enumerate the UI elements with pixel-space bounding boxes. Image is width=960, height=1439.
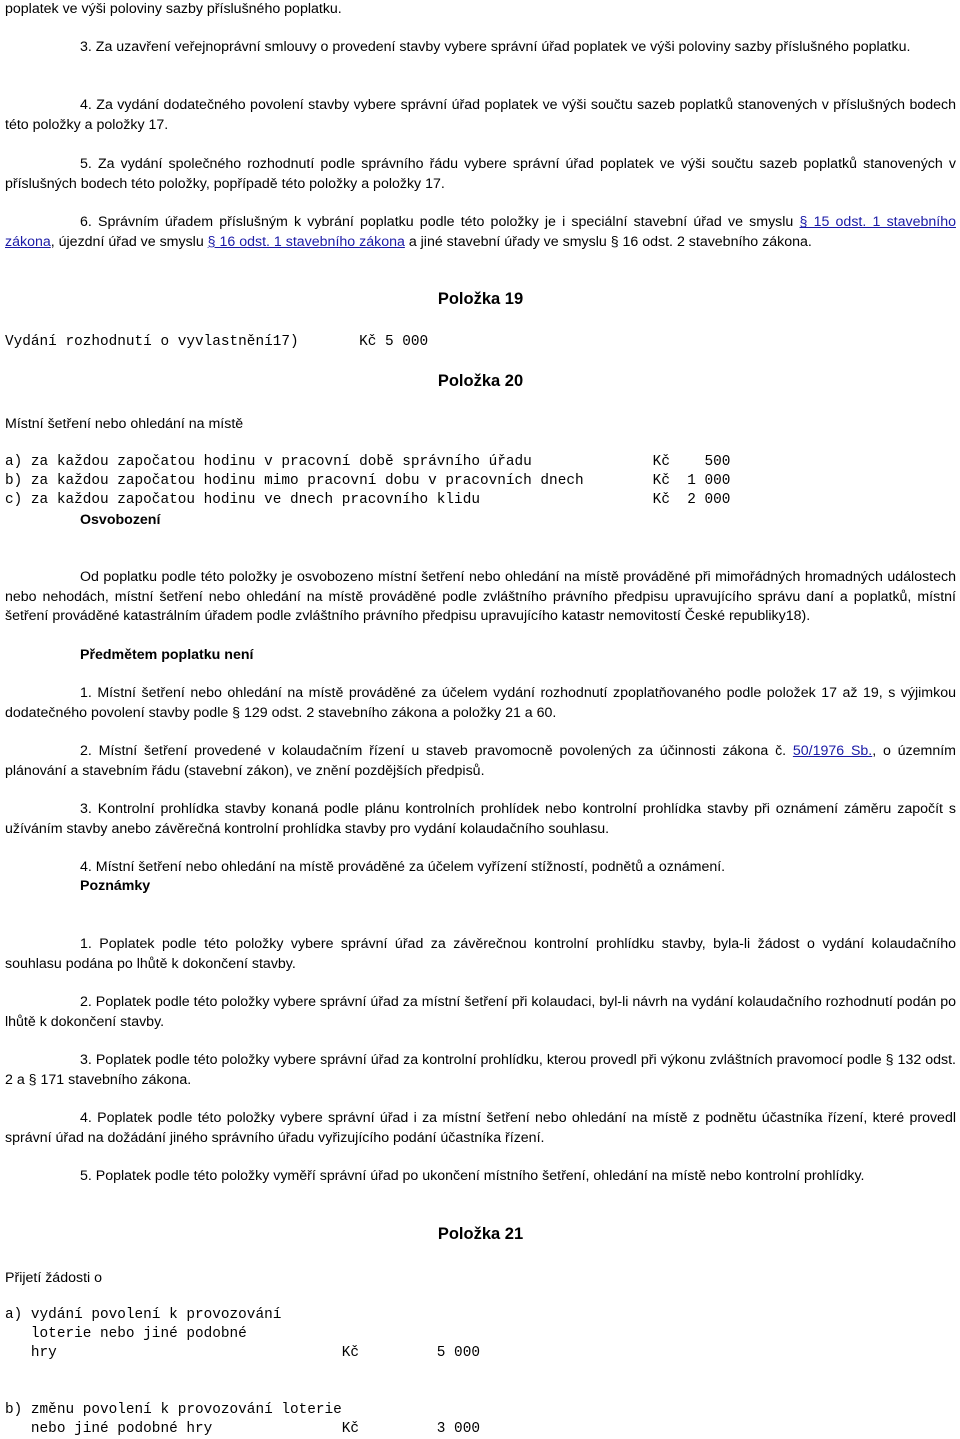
note-1: 1. Poplatek podle této položky vybere správní úřad za závěrečnou kontrolní prohlídku stavby, byla-li žádost o vydání kolaudačního souhlasu podána po lhůtě k dokončení stavby. xyxy=(5,936,956,972)
paragraph-6-text-c: a jiné stavební úřady ve smyslu § 16 odst. 2 stavebního zákona. xyxy=(404,233,812,250)
note-2: 2. Poplatek podle této položky vybere správní úřad za místní šetření při kolaudaci, byl-li návrh na vydání kolaudačního rozhodnutí podán po lhůtě k dokončení stavby. xyxy=(5,994,956,1030)
note-4: 4. Poplatek podle této položky vybere správní úřad i za místní šetření nebo ohledání na místě z podnětu účastníka řízení, které provedl správní úřad na dožádání jiného správního úřadu vyřizujícího podání účastníka řízení. xyxy=(5,1110,956,1146)
item-20-subject: Místní šetření nebo ohledání na místě xyxy=(5,416,244,432)
item-21-heading: Položka 21 xyxy=(437,1225,524,1243)
rate-line-b: b) za každou započatou hodinu mimo pracovní dobu v pracovních dnech Kč 1 000 xyxy=(5,473,731,490)
item-19-line: Vydání rozhodnutí o vyvlastnění17) Kč 5 000 xyxy=(5,334,429,350)
law-link-16-1[interactable]: § 16 odst. 1 stavebního zákona xyxy=(207,233,405,250)
notes-title: Poznámky xyxy=(80,878,151,894)
law-link-15-1[interactable]: § 15 odst. 1 stavebního zákona xyxy=(5,214,956,250)
item-21-a-line-1: a) vydání povolení k provozování xyxy=(5,1307,282,1323)
paragraph-2-tail: poplatek ve výši poloviny sazby příslušného poplatku. xyxy=(5,1,342,17)
paragraph-6-text-a: 6. Správním úřadem příslušným k vybrání poplatku podle této položky je i speciální stavební úřad ve smyslu xyxy=(80,214,800,230)
rate-line-c: c) za každou započatou hodinu ve dnech pracovního klidu Kč 2 000 xyxy=(5,492,731,509)
item-21-a-line-3: hry Kč 5 000 xyxy=(5,1345,480,1362)
law-link-50-1976[interactable]: 50/1976 Sb. xyxy=(792,743,873,759)
item-19-heading: Položka 19 xyxy=(437,290,524,308)
paragraph-4: 4. Za vydání dodatečného povolení stavby vybere správní úřad poplatek ve výši součtu sazeb poplatků stanovených v příslušných bodech této položky a položky 17. xyxy=(5,97,956,133)
rate-line-a: a) za každou započatou hodinu v pracovní době správního úřadu Kč 500 xyxy=(5,454,731,470)
item-21-subject: Přijetí žádosti o xyxy=(5,1270,102,1286)
paragraph-5: 5. Za vydání společného rozhodnutí podle správního řádu vybere správní úřad poplatek ve výši součtu sazeb poplatků stanovených v příslušných bodech této položky, popřípadě této položky a položky 17. xyxy=(5,156,956,192)
not-subject-2-text-a: 2. Místní šetření provedené v kolaudačním řízení u staveb pravomocně povolených za účinnosti zákona č. xyxy=(80,743,793,759)
note-5: 5. Poplatek podle této položky vyměří správní úřad po ukončení místního šetření, ohledání na místě nebo kontrolní prohlídky. xyxy=(80,1168,865,1184)
not-subject-title: Předmětem poplatku není xyxy=(80,647,254,663)
not-subject-3: 3. Kontrolní prohlídka stavby konaná podle plánu kontrolních prohlídek nebo kontrolní prohlídka stavby při oznámení záměru započít s užíváním stavby anebo závěrečná kontrolní prohlídka stavby pro vydání kolaudačního souhlasu. xyxy=(5,801,956,837)
paragraph-6-text-b: , újezdní úřad ve smyslu xyxy=(50,233,208,250)
item-20-rates xyxy=(5,453,956,511)
paragraph-6 xyxy=(5,213,956,252)
exemption-text: Od poplatku podle této položky je osvobozeno místní šetření nebo ohledání na místě prováděné při mimořádných hromadných událostech nebo nehodách, místní šetření nebo ohledání na místě prováděné podle zvláštního právního předpisu upravujícího správu daní a poplatků, místní šetření prováděné katastrálním úřadem podle zvláštního právního předpisu upravujícího katastr nemovitostí České republiky18). xyxy=(5,569,956,624)
item-21-a xyxy=(5,1306,956,1364)
not-subject-4: 4. Místní šetření nebo ohledání na místě prováděné za účelem vyřízení stížností, podnětů a oznámení. xyxy=(80,859,726,875)
exemption-title: Osvobození xyxy=(80,512,161,528)
item-21-b-line-1: b) změnu povolení k provozování loterie xyxy=(5,1402,342,1418)
item-21-a-line-2: loterie nebo jiné podobné xyxy=(5,1326,247,1343)
not-subject-2 xyxy=(5,742,956,781)
note-3: 3. Poplatek podle této položky vybere správní úřad za kontrolní prohlídku, kterou provedl při výkonu zvláštních pravomocí podle § 132 odst. 2 a § 171 stavebního zákona. xyxy=(5,1052,956,1088)
not-subject-1: 1. Místní šetření nebo ohledání na místě prováděné za účelem vydání rozhodnutí zpoplatňovaného podle položek 17 až 19, s výjimkou dodatečného povolení stavby podle § 129 odst. 2 stavebního zákona a položky 21 a 60. xyxy=(5,685,956,721)
item-21-b-line-2: nebo jiné podobné hry Kč 3 000 xyxy=(5,1421,480,1438)
paragraph-3: 3. Za uzavření veřejnoprávní smlouvy o provedení stavby vybere správní úřad poplatek ve výši poloviny sazby příslušného poplatku. xyxy=(80,39,911,55)
item-20-heading: Položka 20 xyxy=(437,372,524,390)
not-subject-2-text-b: , o územním plánování a stavebním řádu (stavební zákon), ve znění pozdějších předpisů. xyxy=(5,743,956,779)
item-21-b xyxy=(5,1401,956,1439)
